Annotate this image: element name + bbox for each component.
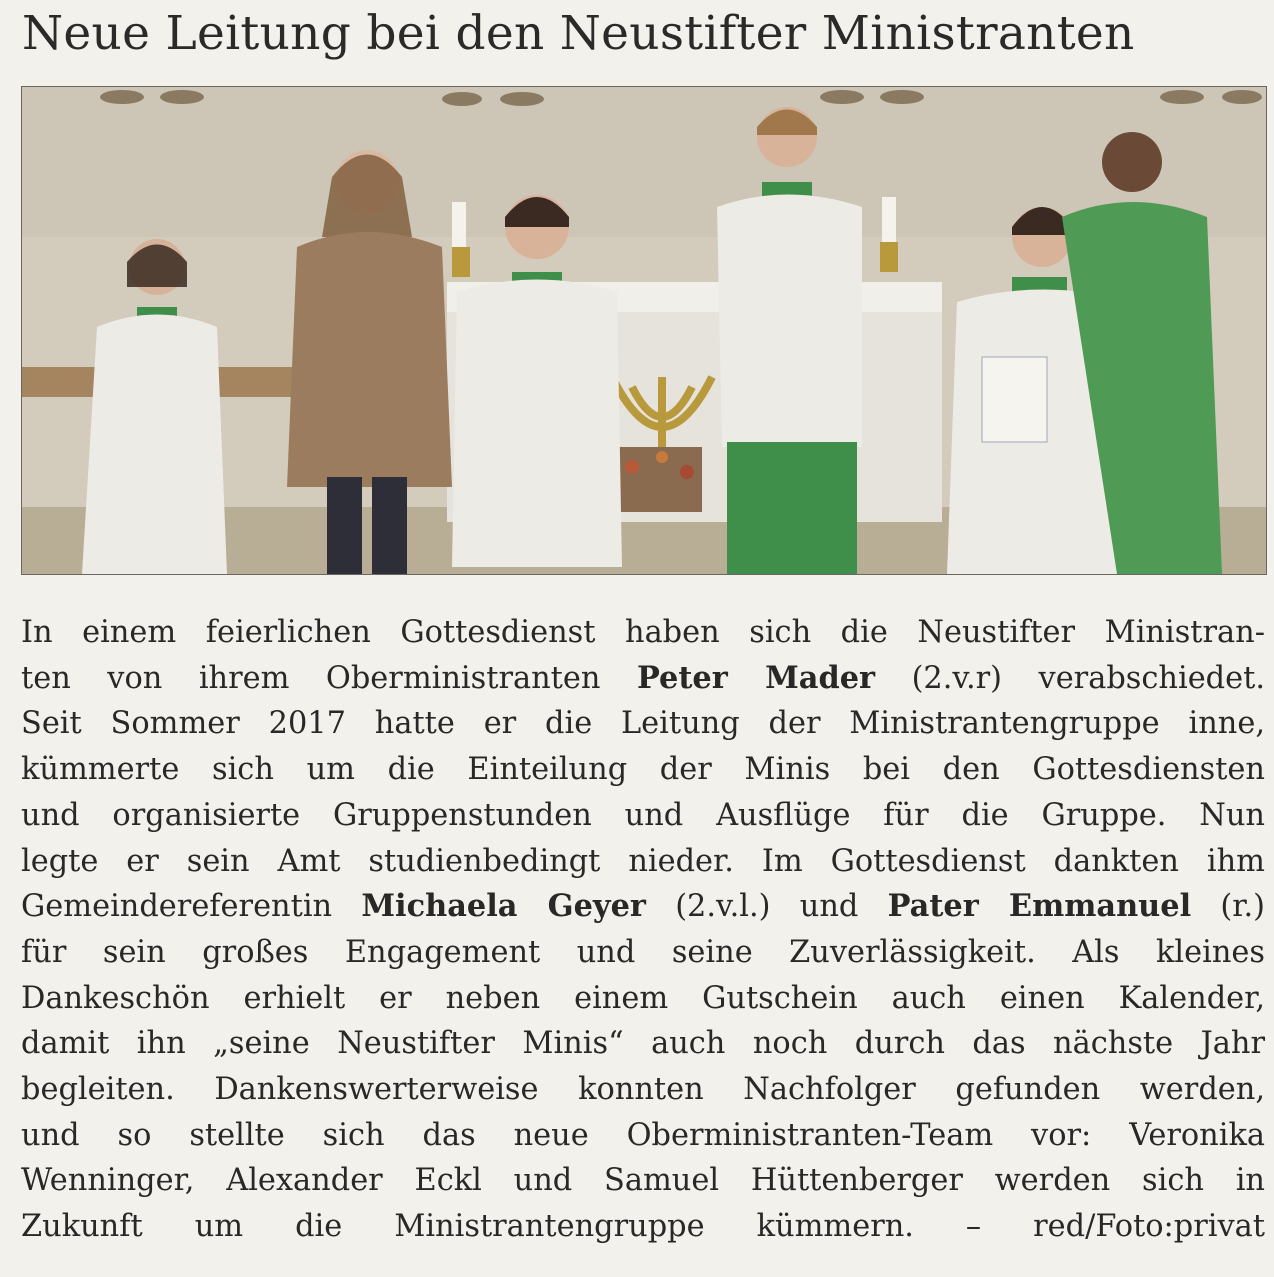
body-line xyxy=(21,1067,1265,1113)
text-run: Seit Sommer 2017 hatte er die Leitung der Ministrantengruppe inne, xyxy=(21,706,1265,742)
body-line xyxy=(21,839,1265,885)
body-line xyxy=(21,1021,1265,1067)
text-run: (2.v.r) verabschiedet. xyxy=(875,660,1265,696)
body-line xyxy=(21,930,1265,976)
text-run: begleiten. Dankenswerterweise konnten Nachfolger gefunden werden, xyxy=(21,1072,1265,1108)
text-run: Dankeschön erhielt er neben einem Gutschein auch einen Kalender, xyxy=(21,980,1265,1016)
text-run: Gemeindereferentin xyxy=(21,889,362,925)
text-run: (2.v.l.) und xyxy=(645,889,888,925)
body-line xyxy=(21,747,1265,793)
text-run: kümmerte sich um die Einteilung der Minis bei den Gottesdiensten xyxy=(21,752,1265,788)
body-line xyxy=(21,701,1265,747)
body-line xyxy=(21,976,1265,1022)
text-run: für sein großes Engagement und seine Zuverlässigkeit. Als kleines xyxy=(21,934,1265,970)
bold-name: Michaela Geyer xyxy=(361,888,646,925)
text-run: In einem feierlichen Gottesdienst haben sich die Neustifter Ministran- xyxy=(21,615,1265,650)
text-run: Zukunft um die Ministrantengruppe kümmern. – red/Foto:privat xyxy=(21,1209,1265,1245)
bold-name: Peter Mader xyxy=(636,659,876,696)
body-line xyxy=(21,656,1265,702)
body-line xyxy=(21,1113,1265,1159)
text-run: (r.) xyxy=(1191,889,1265,925)
text-run: damit ihn „seine Neustifter Minis“ auch noch durch das nächste Jahr xyxy=(21,1026,1265,1062)
text-run: ten von ihrem Oberministranten xyxy=(21,660,637,696)
body-line xyxy=(21,610,1265,656)
bold-name: Pater Emmanuel xyxy=(887,888,1192,925)
body-line xyxy=(21,884,1265,930)
text-run: legte er sein Amt studienbedingt nieder. Im Gottesdienst dankten ihm xyxy=(21,843,1265,879)
article-headline: Neue Leitung bei den Neustifter Ministranten xyxy=(22,6,1135,61)
text-run: und so stellte sich das neue Oberministranten-Team vor: Veronika xyxy=(21,1117,1265,1153)
article-photo xyxy=(21,86,1267,575)
text-run: und organisierte Gruppenstunden und Ausflüge für die Gruppe. Nun xyxy=(21,797,1265,833)
body-line xyxy=(21,1204,1265,1250)
article-body xyxy=(21,610,1265,1250)
text-run: Wenninger, Alexander Eckl und Samuel Hüttenberger werden sich in xyxy=(21,1163,1265,1199)
body-line xyxy=(21,793,1265,839)
body-line xyxy=(21,1158,1265,1204)
